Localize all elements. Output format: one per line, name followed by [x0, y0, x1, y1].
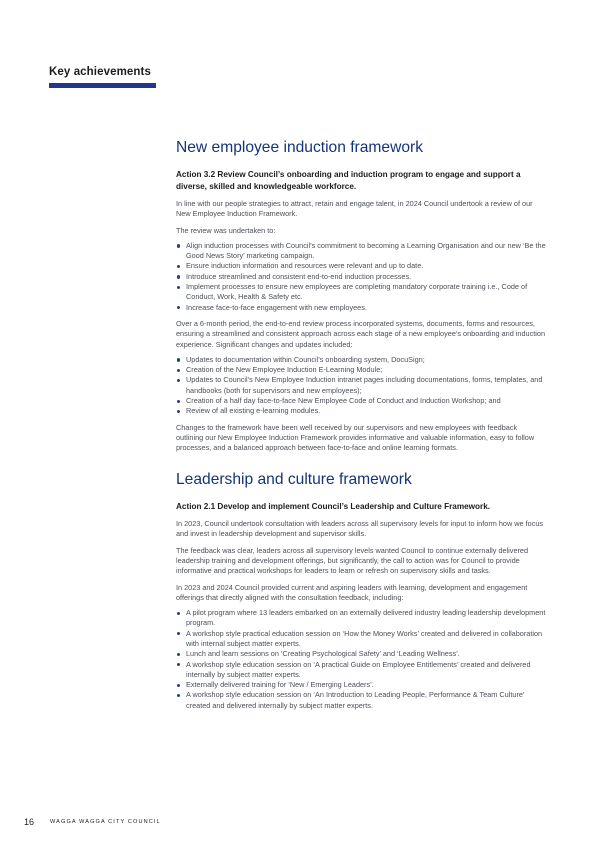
induction-action: Action 3.2 Review Council’s onboarding and induction program to engage and support a diverse, skilled and knowledgeable workforce.	[176, 170, 521, 191]
induction-title: New employee induction framework	[176, 139, 424, 156]
period-text: Over a 6-month period, the end-to-end review process incorporated systems, documents, forms and resources, ensuring a streamlined and consistent approach across each stage of a new employee’s onboarding and induction experience. Significant changes and updates included:	[176, 318, 546, 349]
list-item: A pilot program where 13 leaders embarked on an externally delivered industry leading leadership development program.	[176, 608, 546, 629]
list-item: Align induction processes with Council’s commitment to becoming a Learning Organisation and our new ‘Be the Good News Story’ marketing campaign.	[176, 241, 546, 262]
offerings-list	[176, 608, 546, 711]
main-content	[176, 138, 546, 711]
list-item: Introduce streamlined and consistent end-to-end induction processes.	[176, 272, 546, 282]
list-item: Creation of a half day face-to-face New Employee Code of Conduct and Induction Workshop; and	[176, 396, 546, 406]
changes-list	[176, 355, 546, 417]
leadership-action: Action 2.1 Develop and implement Council’s Leadership and Culture Framework.	[176, 501, 491, 511]
leadership-para-1: In 2023, Council undertook consultation with leaders across all supervisory levels for input to inform how we focus and invest in leadership development and supervisor skills.	[176, 519, 544, 539]
list-item: Lunch and learn sessions on ‘Creating Psychological Safety’ and ‘Leading Wellness’.	[176, 649, 546, 659]
list-item: A workshop style education session on ‘A practical Guide on Employee Entitlements’ created and delivered internally by subject matter experts.	[176, 660, 546, 681]
list-item: A workshop style practical education session on ‘How the Money Works’ created and delivered in collaboration with internal subject matter experts.	[176, 629, 546, 650]
section-tag: Key achievements	[49, 66, 151, 78]
list-item: Updates to documentation within Council’s onboarding system, DocuSign;	[176, 355, 546, 365]
leadership-title: Leadership and culture framework	[176, 470, 412, 488]
list-item: Implement processes to ensure new employees are completing mandatory corporate training i.e., Code of Conduct, Work, Health & Safety etc.	[176, 282, 546, 303]
leadership-para-3: In 2023 and 2024 Council provided current and aspiring leaders with learning, development and engagement offerings that directly aligned with the consultation feedback, including:	[176, 582, 528, 602]
list-item: Updates to Council’s New Employee Induction intranet pages including documentations, forms, templates, and handbooks (both for supervisors and new employees);	[176, 375, 546, 396]
section-accent-bar	[49, 83, 156, 88]
list-item: A workshop style education session on ‘An Introduction to Leading People, Performance & Team Culture’ created and delivered internally by subject matter experts.	[176, 690, 546, 711]
review-lead: The review was undertaken to:	[176, 225, 276, 235]
list-item: Externally delivered training for ‘New / Emerging Leaders’.	[176, 680, 546, 690]
council-name: WAGGA WAGGA CITY COUNCIL	[50, 819, 161, 825]
induction-closing: Changes to the framework have been well received by our supervisors and new employees with feedback outlining our New Employee Induction Framework provides informative and valuable information, easy to follow processes, and a balanced approach between face-to-face and online learning formats.	[176, 422, 535, 453]
list-item: Ensure induction information and resources were relevant and up to date.	[176, 261, 546, 271]
list-item: Review of all existing e-learning modules.	[176, 406, 546, 416]
induction-intro: In line with our people strategies to attract, retain and engage talent, in 2024 Council undertook a review of our New Employee Induction Framework.	[176, 199, 533, 219]
leadership-para-2: The feedback was clear, leaders across all supervisory levels wanted Council to continue externally delivered leadership training and development offerings, but significantly, the call to action was for Council to provide informative and practical workshops for leaders to learn or refresh on supervisory skills and tasks.	[176, 545, 529, 576]
list-item: Creation of the New Employee Induction E-Learning Module;	[176, 365, 546, 375]
page-number: 16	[24, 817, 35, 827]
review-list	[176, 241, 546, 313]
list-item: Increase face-to-face engagement with new employees.	[176, 303, 546, 313]
